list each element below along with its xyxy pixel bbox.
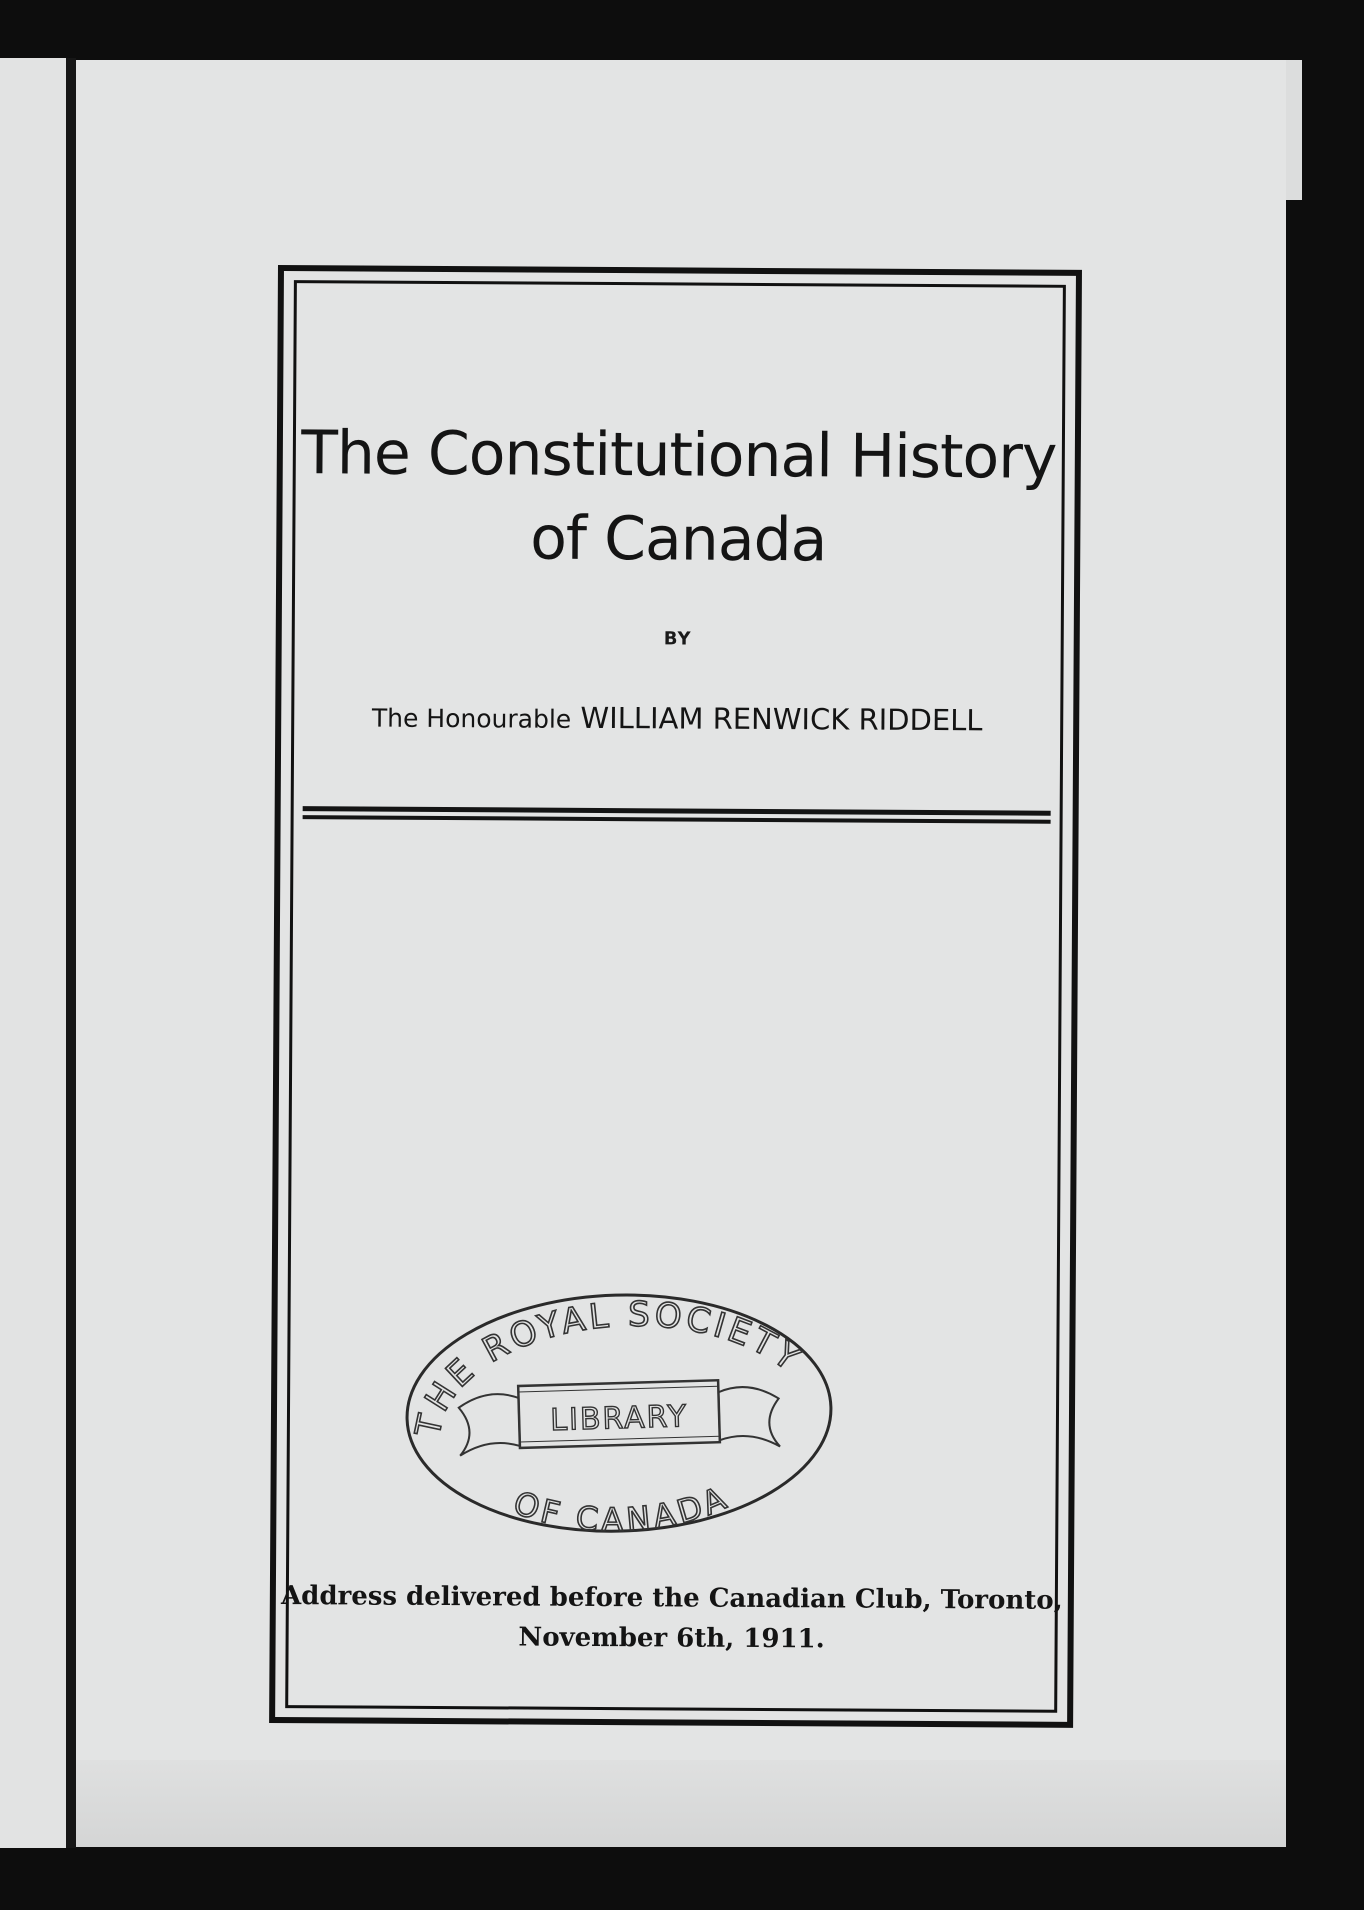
title-frame	[269, 265, 1082, 1728]
author-name: WILLIAM RENWICK RIDDELL	[580, 700, 983, 738]
page-tab-edge	[1286, 60, 1302, 200]
book-title-line-1: The Constitutional History	[301, 418, 1057, 493]
address-note	[276, 1576, 1068, 1661]
address-line-2: November 6th, 1911.	[518, 1622, 825, 1655]
library-stamp	[395, 1277, 842, 1550]
author-honorific: The Honourable	[371, 703, 572, 734]
stamp-bottom-text: OF CANADA	[508, 1477, 735, 1539]
address-line-1: Address delivered before the Canadian Club, Toronto,	[280, 1581, 1063, 1616]
author-line	[281, 699, 1073, 738]
book-title-line-2: of Canada	[530, 503, 827, 576]
stamp-banner-text: LIBRARY	[549, 1399, 689, 1439]
by-label: BY	[663, 628, 692, 650]
book-gutter	[66, 58, 76, 1848]
left-page-edge	[0, 58, 68, 1848]
book-title	[282, 411, 1075, 584]
stamp-top-text: THE ROYAL SOCIETY	[408, 1294, 810, 1441]
page-bottom-shadow	[76, 1760, 1286, 1847]
